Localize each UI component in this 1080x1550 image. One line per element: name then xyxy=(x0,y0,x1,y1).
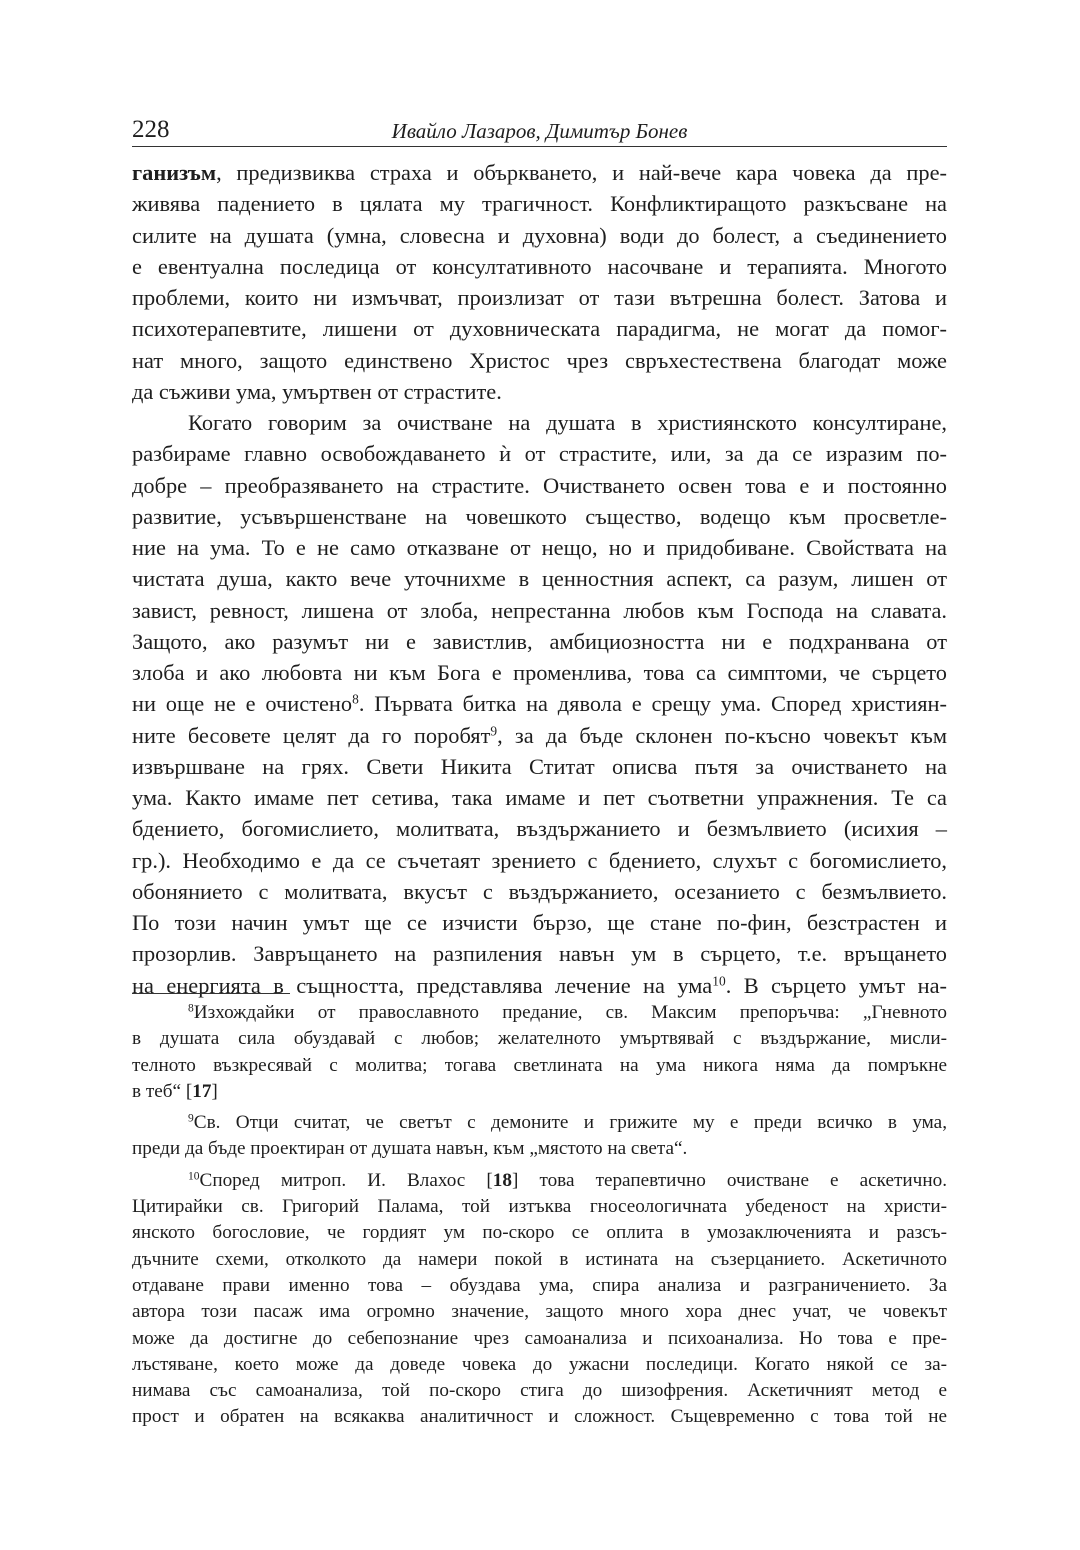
text-line xyxy=(132,1079,947,1105)
text-line: психотерапевтите, лишени от духовническата парадигма, не могат да помог- xyxy=(132,316,947,342)
text-span: , предизвиква страха и объркването, и най-вече кара човека да пре- xyxy=(216,160,947,185)
text-line: нат много, защото единствено Христос чрез свръхестествена благодат може xyxy=(132,347,947,373)
text-span: ни още не е очистено xyxy=(132,691,353,717)
footnote-ref-9[interactable]: 9 xyxy=(490,723,498,739)
text-span: ] xyxy=(211,1080,218,1102)
text-line: ние на ума. То е не само отказване от нещо, но и придобиване. Свойствата на xyxy=(132,535,947,560)
text-line: в душата сила обуздавай с любов; желателното умъртвявай с въздържание, мисли- xyxy=(132,1028,947,1050)
paragraph-1 xyxy=(132,157,947,407)
text-line: прозорлив. Завръщането на разпиления навън ум в сърцето, т.е. връщането xyxy=(132,941,947,967)
paragraph-2 xyxy=(132,407,947,1001)
text-line: добре – преобразяването на страстите. Очистването освен това е и постоянно xyxy=(132,472,947,498)
footnote-ref-8[interactable]: 8 xyxy=(352,691,359,707)
text-line: е евентуална последица от консултативното насочване и терапията. Многото xyxy=(132,253,947,279)
text-line xyxy=(132,720,947,751)
footnote-ref-10[interactable]: 10 xyxy=(712,973,726,989)
text-line xyxy=(132,970,947,1001)
text-line: проблеми, които ни измъчват, произлизат от тази вътрешна болест. Затова и xyxy=(132,285,947,310)
text-line xyxy=(132,157,947,188)
footnotes xyxy=(132,1000,947,1436)
footnote-9 xyxy=(132,1110,947,1163)
text-line: дъчните схеми, отколкото да намери покой в истината на съзерцанието. Аскетичното xyxy=(132,1248,947,1270)
text-span: Св. Отци считат, че светът с демоните и грижите му е преди всичко в ума, xyxy=(193,1112,947,1134)
text-line: Цитирайки св. Григорий Палама, той изтъква гносеологичната убеденост на христи- xyxy=(132,1196,947,1218)
footnote-number: 8 xyxy=(188,1002,194,1015)
text-line: автора този пасаж има огромно значение, защото много хора днес учат, че човекът xyxy=(132,1301,947,1323)
running-header-authors: Ивайло Лазаров, Димитър Бонев xyxy=(391,119,688,143)
text-line: завист, ревност, лишена от злоба, непрестанна любов към Господа на славата. xyxy=(132,597,947,623)
text-line: злоба и ако любовта ни към Бога е променлива, това са симптоми, че сърцето xyxy=(132,660,947,685)
reference-number: 18 xyxy=(492,1169,512,1191)
main-text xyxy=(132,157,947,1001)
text-line: По този начин умът ще се изчисти бързо, ще стане по-фин, безстрастен и xyxy=(132,910,947,935)
running-header xyxy=(132,114,947,147)
bold-term: ганизъм xyxy=(132,160,217,185)
text-line: прост и обратен на всякаква аналитичност и сложност. Същевременно с това той не xyxy=(132,1406,947,1428)
footnote-10 xyxy=(132,1168,947,1431)
text-line: Защото, ако разумът ни е завистлив, амбициозността ни е подхранвана от xyxy=(132,628,947,654)
page-number: 228 xyxy=(132,116,170,143)
text-line xyxy=(132,1110,947,1136)
text-line: чистата душа, както вече уточнихме в ценностния аспект, са разум, лишен от xyxy=(132,566,947,592)
text-line: живява падението в цялата му трагичност. Конфликтиращото разкъсване на xyxy=(132,191,947,217)
text-span: . В сърцето умът на- xyxy=(725,972,947,998)
text-line: янското богословие, че гордият ум по-скоро се оплита в умозаключенията и разсъ- xyxy=(132,1222,947,1244)
text-line: бдението, богомислието, молитвата, въздържанието и безмълвието (исихия – xyxy=(132,816,947,842)
footnote-number: 9 xyxy=(188,1112,194,1125)
text-line xyxy=(132,1168,947,1194)
reference-number: 17 xyxy=(192,1080,212,1102)
text-span: на енергията в същността, представлява лечение на ума xyxy=(132,972,713,998)
text-line: обонянието с молитвата, вкусът с въздържанието, осезанието с безмълвието. xyxy=(132,878,947,904)
text-line: ума. Както имаме пет сетива, така имаме и пет съответни упражнения. Те са xyxy=(132,785,947,810)
text-line: разбираме главно освобождаването ѝ от страстите, или, за да се изразим по- xyxy=(132,441,947,467)
text-span: Според митроп. И. Влахос [ xyxy=(199,1169,493,1191)
text-line: нимава със самоанализа, той по-скоро стига до шизофрения. Аскетичният метод е xyxy=(132,1380,947,1402)
text-span: ] това терапевтично очистване е аскетично. xyxy=(511,1169,947,1191)
text-line: развитие, усъвършенстване на човешкото същество, водещо към просветле- xyxy=(132,503,947,529)
text-span: Изхождайки от православното предание, св. Максим препоръчва: „Гневното xyxy=(193,1002,947,1023)
footnote-separator xyxy=(132,993,290,994)
text-span: в теб“ [ xyxy=(132,1080,193,1102)
text-line: преди да бъде проектиран от душата навън, към „мястото на света“. xyxy=(132,1138,688,1160)
text-span: . Първата битка на дявола е срещу ума. Според християн- xyxy=(358,691,947,717)
text-line: отдаване прави именно това – обуздава ума, спира анализа и разграничението. За xyxy=(132,1274,947,1296)
text-line: извършване на грях. Свети Никита Ститат описва пътя за очистването на xyxy=(132,753,947,779)
text-line: лъстяване, което може да доведе човека до ужасни последици. Когато някой се за- xyxy=(132,1353,947,1375)
text-span: ните бесовете целят да го поробят xyxy=(132,722,491,748)
text-line: гр.). Необходимо е да се съчетаят зрението с бдението, слухът с богомислието, xyxy=(132,847,947,873)
text-line: може да достигне до себепознание чрез самоанализа и психоанализа. Но това е пре- xyxy=(132,1327,947,1349)
text-line: телното възкресявай с молитва; тогава светлината на ума никога няма да помръкне xyxy=(132,1054,947,1076)
text-line: да съживи ума, умъртвен от страстите. xyxy=(132,378,502,404)
text-line: силите на душата (умна, словесна и духовна) води до болест, а съединението xyxy=(132,222,947,248)
text-line xyxy=(132,688,947,719)
footnote-8 xyxy=(132,1000,947,1105)
text-line: Когато говорим за очистване на душата в християнското консултиране, xyxy=(188,410,947,435)
text-span: , за да бъде склонен по-късно човекът към xyxy=(497,722,947,748)
text-line xyxy=(132,1000,947,1026)
footnote-number: 10 xyxy=(188,1170,200,1183)
